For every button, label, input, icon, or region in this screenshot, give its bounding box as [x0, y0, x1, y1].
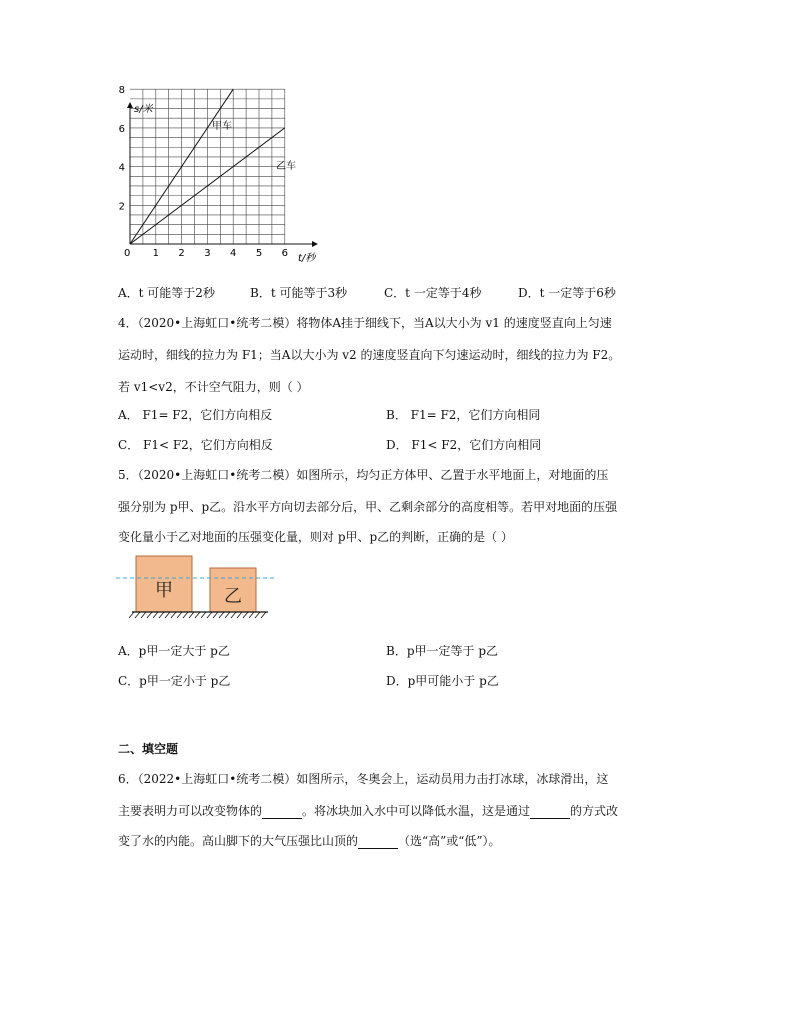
ground-hatch	[129, 612, 266, 618]
hatch-line	[141, 612, 146, 618]
q4-option-a: A． F1= F2，它们方向相反	[118, 408, 273, 422]
y-tick-label: 2	[118, 201, 125, 213]
section-heading: 二、填空题	[118, 742, 179, 756]
q3-option-b: B．t 可能等于3秒	[250, 286, 348, 300]
q6-text-3a: 变了水的内能。高山脚下的大气压强比山顶的	[118, 834, 359, 848]
x-tick-label: 5	[255, 248, 263, 259]
hatch-line	[207, 612, 212, 618]
q5-option-d: D．p甲可能小于 p乙	[386, 674, 499, 688]
hatch-line	[213, 612, 218, 618]
hatch-line	[171, 612, 176, 618]
x-tick-label: 6	[281, 248, 288, 259]
q4-option-c: C． F1< F2，它们方向相反	[118, 438, 273, 452]
q5-option-a: A．p甲一定大于 p乙	[118, 644, 230, 658]
x-tick-label: 2	[178, 248, 185, 259]
q5-option-b: B．p甲一定等于 p乙	[386, 644, 498, 658]
q4-stem-line3: 若 v1<v2，不计空气阻力，则（ ）	[118, 380, 309, 394]
y-tick-label: 4	[118, 162, 125, 174]
hatch-line	[255, 612, 260, 618]
q6-text-3b: （选“高”或“低”）。	[398, 834, 501, 848]
q4-option-b: B． F1= F2，它们方向相同	[386, 408, 541, 422]
q6-text-2a: 主要表明力可以改变物体的	[118, 804, 263, 818]
distance-time-graph	[112, 85, 332, 266]
y-axis-label: s/米	[134, 104, 153, 115]
q3-option-a: A．t 可能等于2秒	[118, 286, 215, 300]
q5-option-c: C．p甲一定小于 p乙	[118, 674, 231, 688]
hatch-line	[231, 612, 236, 618]
hatch-line	[183, 612, 188, 618]
q6-text-2c: 的方式改	[570, 804, 619, 818]
y-tick-label: 8	[118, 85, 125, 97]
x-tick-label: 3	[204, 248, 211, 259]
x-tick-label: 1	[152, 248, 159, 259]
q6-text-2b: 。将冰块加入水中可以降低水温，这是通过	[302, 804, 531, 818]
q4-stem-line2: 运动时，细线的拉力为 F1；当A以大小为 v2 的速度竖直向下匀速运动时，细线的拉力为 F2。	[118, 348, 621, 362]
answer-blank-2[interactable]	[530, 806, 570, 819]
hatch-line	[153, 612, 158, 618]
hatch-line	[129, 612, 134, 618]
q5-stem-line2: 强分别为 p甲、p乙。沿水平方向切去部分后，甲、乙剩余部分的高度相等。若甲对地面的压强	[118, 500, 618, 514]
q6-stem-line1: 6．（2022•上海虹口•统考二模）如图所示，冬奥会上，运动员用力击打冰球，冰球滑出，这	[118, 772, 609, 786]
q6-stem-line2	[118, 802, 618, 819]
hatch-line	[135, 612, 140, 618]
q3-option-c: C．t 一定等于4秒	[384, 286, 482, 300]
y-tick-label: 6	[118, 123, 125, 135]
q4-option-d: D． F1< F2，它们方向相同	[386, 438, 542, 452]
hatch-line	[243, 612, 248, 618]
cube-diagram	[112, 550, 282, 622]
hatch-line	[159, 612, 164, 618]
hatch-line	[147, 612, 152, 618]
hatch-line	[177, 612, 182, 618]
answer-blank-3[interactable]	[358, 836, 398, 849]
line-label-jia: 甲车	[212, 121, 232, 132]
x-axis-label: t/秒	[298, 253, 316, 264]
grid	[130, 89, 285, 244]
q5-stem-line3: 变化量小于乙对地面的压强变化量，则对 p甲、p乙的判断，正确的是（ ）	[118, 530, 513, 544]
hatch-line	[249, 612, 254, 618]
hatch-line	[261, 612, 266, 618]
x-tick-label: 4	[230, 248, 237, 259]
q5-stem-line1: 5．（2020•上海虹口•统考二模）如图所示，均匀正方体甲、乙置于水平地面上，对地面的压	[118, 468, 609, 482]
cube-yi-label: 乙	[224, 586, 242, 607]
hatch-line	[237, 612, 242, 618]
answer-blank-1[interactable]	[262, 806, 302, 819]
y-axis-arrow	[127, 102, 133, 108]
hatch-line	[225, 612, 230, 618]
line-label-yi: 乙车	[276, 161, 296, 172]
hatch-line	[195, 612, 200, 618]
x-axis-arrow	[312, 241, 318, 247]
hatch-line	[165, 612, 170, 618]
cube-jia-label: 甲	[155, 580, 173, 601]
hatch-line	[189, 612, 194, 618]
q6-stem-line3	[118, 832, 501, 849]
hatch-line	[219, 612, 224, 618]
q4-stem-line1: 4．（2020•上海虹口•统考二模）将物体A挂于细线下，当A以大小为 v1 的速度竖直向上匀速	[118, 316, 612, 330]
q3-option-d: D．t 一定等于6秒	[518, 286, 616, 300]
origin-label: 0	[124, 248, 131, 259]
hatch-line	[201, 612, 206, 618]
